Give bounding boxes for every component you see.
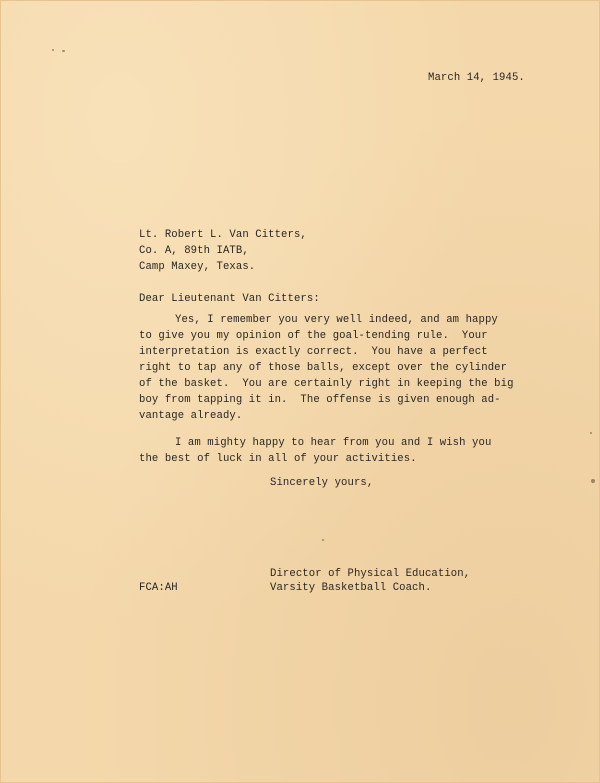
signature-title-1: Director of Physical Education,	[270, 568, 471, 580]
recipient-line-name: Lt. Robert L. Van Citters,	[139, 229, 307, 241]
recipient-line-unit: Co. A, 89th IATB,	[139, 245, 249, 257]
paragraph-line: boy from tapping it in. The offense is given enough ad-	[139, 394, 501, 406]
paragraph-line: Yes, I remember you very well indeed, and am happy	[175, 314, 498, 326]
paragraph-line: interpretation is exactly correct. You have a perfect	[139, 346, 488, 358]
paragraph-line: the best of luck in all of your activities.	[139, 453, 417, 465]
paper-speck	[52, 49, 54, 51]
salutation: Dear Lieutenant Van Citters:	[139, 293, 320, 305]
paper-speck	[62, 50, 65, 52]
paragraph-line: right to tap any of those balls, except over the cylinder	[139, 362, 508, 374]
recipient-line-location: Camp Maxey, Texas.	[139, 261, 256, 273]
letter-date: March 14, 1945.	[428, 72, 525, 84]
paragraph-line: to give you my opinion of the goal-tending rule. Your	[139, 330, 488, 342]
signature-title-2: Varsity Basketball Coach.	[270, 582, 432, 594]
reference-initials: FCA:AH	[139, 582, 178, 594]
paragraph-line: I am mighty happy to hear from you and I wish you	[175, 437, 492, 449]
paper-speck	[322, 539, 324, 541]
paper-speck	[591, 479, 595, 483]
closing: Sincerely yours,	[270, 477, 374, 489]
paper-speck	[590, 432, 592, 434]
paragraph-line: vantage already.	[139, 410, 243, 422]
paragraph-line: of the basket. You are certainly right in keeping the big	[139, 378, 514, 390]
